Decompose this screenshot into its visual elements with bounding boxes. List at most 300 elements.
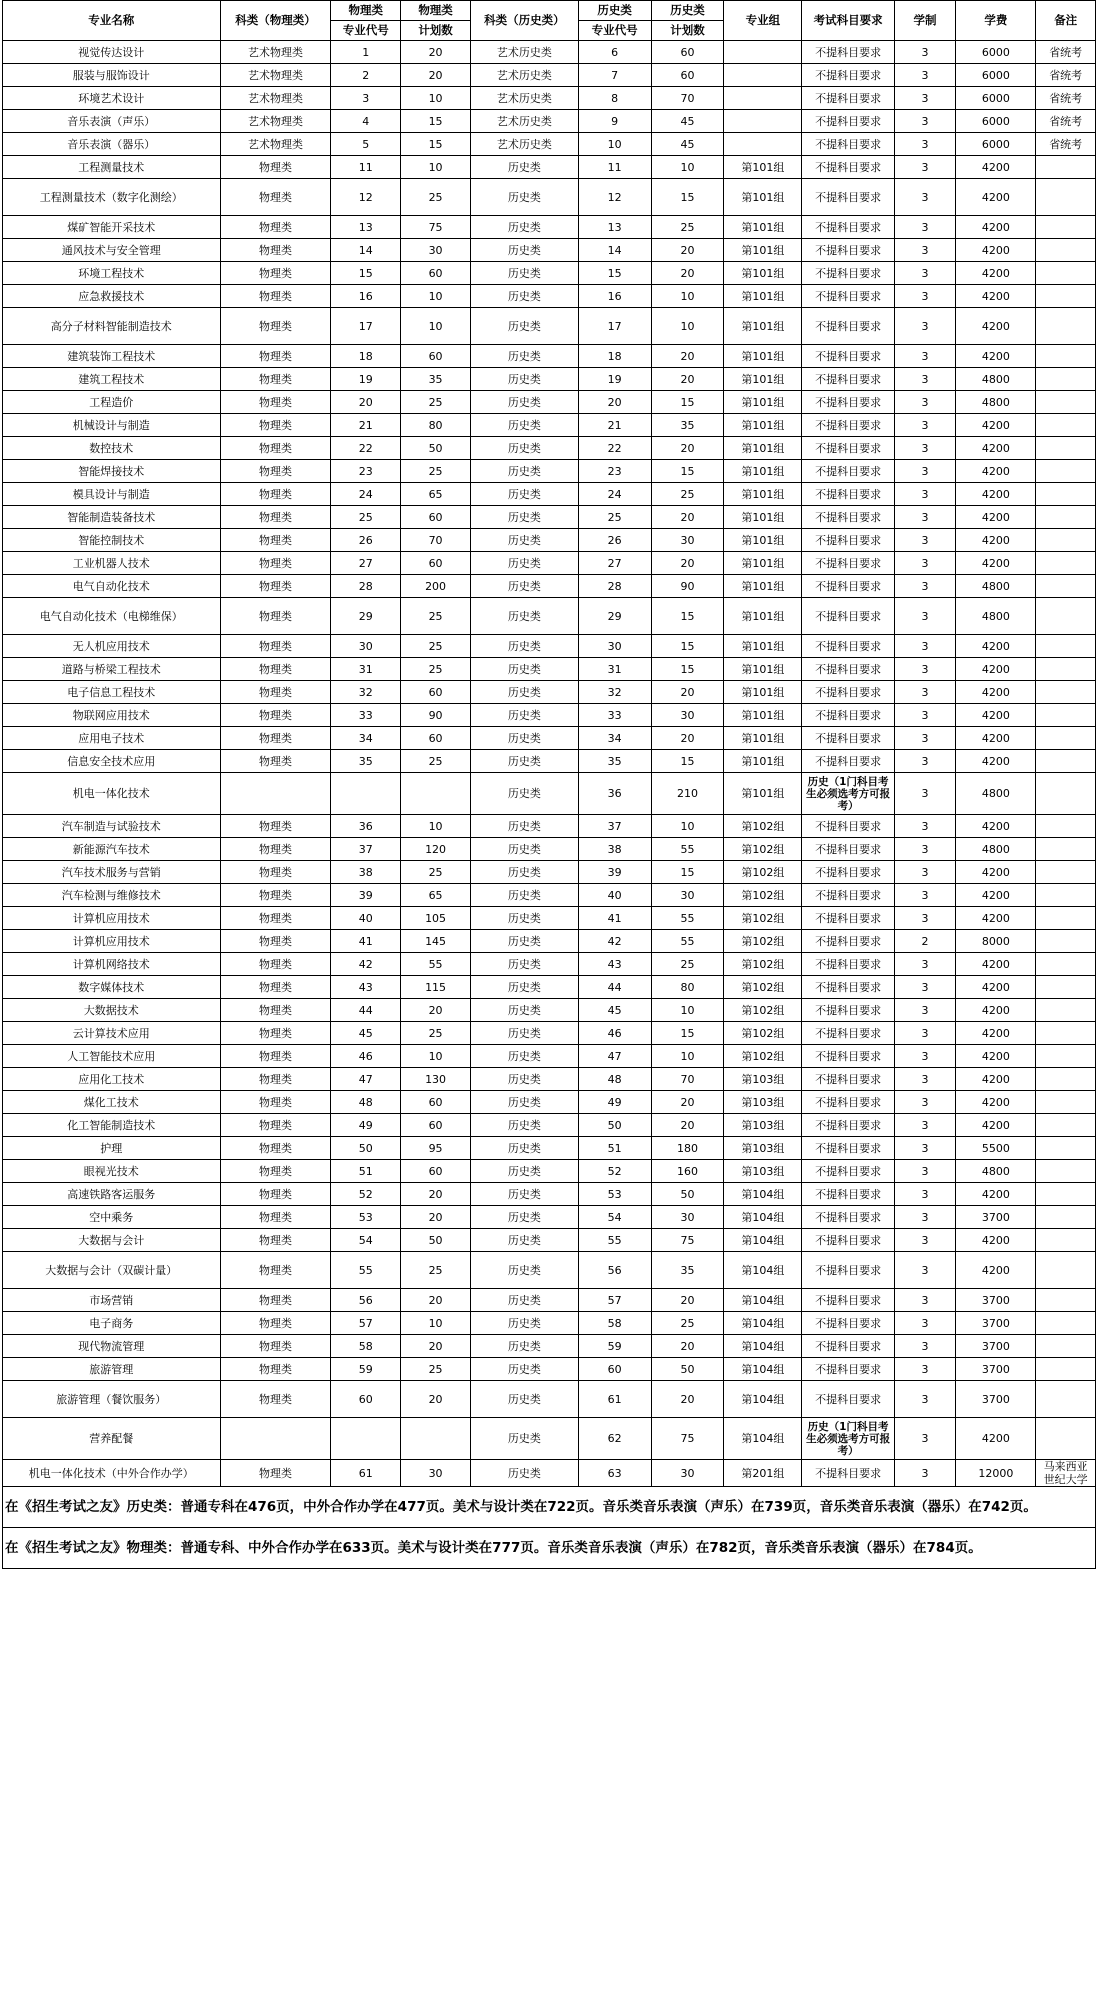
table-cell: 4800 bbox=[956, 773, 1036, 815]
table-cell bbox=[1036, 1312, 1096, 1335]
table-cell: 第101组 bbox=[724, 239, 802, 262]
table-cell: 汽车技术服务与营销 bbox=[3, 861, 221, 884]
table-cell: 第101组 bbox=[724, 483, 802, 506]
table-row bbox=[3, 133, 1096, 156]
table-cell: 10 bbox=[401, 285, 471, 308]
table-cell: 3 bbox=[894, 815, 956, 838]
table-cell bbox=[1036, 635, 1096, 658]
table-cell bbox=[1036, 1160, 1096, 1183]
table-cell bbox=[220, 773, 331, 815]
table-row bbox=[3, 1358, 1096, 1381]
table-cell bbox=[1036, 1252, 1096, 1289]
table-cell: 煤化工技术 bbox=[3, 1091, 221, 1114]
table-cell: 3 bbox=[894, 1022, 956, 1045]
table-cell bbox=[1036, 773, 1096, 815]
table-cell: 25 bbox=[578, 506, 651, 529]
table-cell: 3 bbox=[894, 1091, 956, 1114]
table-cell: 4200 bbox=[956, 1091, 1036, 1114]
table-cell: 不提科目要求 bbox=[802, 133, 894, 156]
table-cell: 物理类 bbox=[220, 262, 331, 285]
table-cell: 6000 bbox=[956, 64, 1036, 87]
table-cell: 历史类 bbox=[470, 884, 578, 907]
table-cell: 6000 bbox=[956, 133, 1036, 156]
table-cell: 物理类 bbox=[220, 414, 331, 437]
table-cell: 第104组 bbox=[724, 1183, 802, 1206]
table-cell: 25 bbox=[401, 391, 471, 414]
table-cell: 25 bbox=[651, 216, 724, 239]
table-row bbox=[3, 262, 1096, 285]
table-cell bbox=[1036, 575, 1096, 598]
table-cell: 汽车制造与试验技术 bbox=[3, 815, 221, 838]
table-cell: 不提科目要求 bbox=[802, 483, 894, 506]
table-cell: 44 bbox=[331, 999, 401, 1022]
table-cell: 4200 bbox=[956, 262, 1036, 285]
table-cell: 10 bbox=[651, 815, 724, 838]
table-cell: 95 bbox=[401, 1137, 471, 1160]
table-cell: 20 bbox=[651, 239, 724, 262]
table-cell: 1 bbox=[331, 41, 401, 64]
table-cell: 50 bbox=[651, 1358, 724, 1381]
table-cell: 38 bbox=[331, 861, 401, 884]
table-cell: 第101组 bbox=[724, 308, 802, 345]
table-cell: 护理 bbox=[3, 1137, 221, 1160]
table-cell: 第104组 bbox=[724, 1335, 802, 1358]
table-cell: 30 bbox=[651, 1460, 724, 1487]
table-cell: 45 bbox=[578, 999, 651, 1022]
table-cell: 10 bbox=[401, 156, 471, 179]
table-cell: 历史类 bbox=[470, 1312, 578, 1335]
table-cell: 化工智能制造技术 bbox=[3, 1114, 221, 1137]
table-cell: 不提科目要求 bbox=[802, 156, 894, 179]
table-row bbox=[3, 635, 1096, 658]
table-cell: 历史类 bbox=[470, 1418, 578, 1460]
table-cell: 80 bbox=[401, 414, 471, 437]
table-row bbox=[3, 414, 1096, 437]
table-cell: 智能焊接技术 bbox=[3, 460, 221, 483]
table-cell: 3 bbox=[894, 575, 956, 598]
table-cell: 39 bbox=[331, 884, 401, 907]
table-cell: 4200 bbox=[956, 308, 1036, 345]
table-cell: 第103组 bbox=[724, 1137, 802, 1160]
table-cell: 50 bbox=[651, 1183, 724, 1206]
table-cell: 旅游管理（餐饮服务） bbox=[3, 1381, 221, 1418]
table-cell bbox=[1036, 239, 1096, 262]
table-cell: 机电一体化技术（中外合作办学） bbox=[3, 1460, 221, 1487]
table-cell: 35 bbox=[651, 414, 724, 437]
table-cell: 30 bbox=[651, 1206, 724, 1229]
table-cell bbox=[1036, 861, 1096, 884]
table-cell: 不提科目要求 bbox=[802, 1229, 894, 1252]
table-cell: 3 bbox=[894, 262, 956, 285]
table-cell: 10 bbox=[651, 999, 724, 1022]
table-cell: 37 bbox=[331, 838, 401, 861]
table-cell: 63 bbox=[578, 1460, 651, 1487]
header-req: 考试科目要求 bbox=[802, 1, 894, 41]
table-cell: 历史类 bbox=[470, 506, 578, 529]
table-cell: 32 bbox=[578, 681, 651, 704]
table-cell: 3 bbox=[894, 861, 956, 884]
table-cell: 4200 bbox=[956, 976, 1036, 999]
table-cell: 3 bbox=[894, 368, 956, 391]
table-cell: 音乐表演（器乐） bbox=[3, 133, 221, 156]
table-cell: 10 bbox=[578, 133, 651, 156]
table-row bbox=[3, 953, 1096, 976]
table-cell: 3 bbox=[894, 239, 956, 262]
table-cell: 10 bbox=[401, 1312, 471, 1335]
table-cell: 3 bbox=[894, 1137, 956, 1160]
table-cell: 3 bbox=[894, 391, 956, 414]
table-cell: 4200 bbox=[956, 216, 1036, 239]
table-cell: 25 bbox=[401, 658, 471, 681]
table-cell: 第101组 bbox=[724, 635, 802, 658]
table-cell: 20 bbox=[651, 552, 724, 575]
table-cell: 历史类 bbox=[470, 999, 578, 1022]
table-cell: 第101组 bbox=[724, 506, 802, 529]
table-cell: 25 bbox=[401, 750, 471, 773]
table-cell: 物理类 bbox=[220, 308, 331, 345]
table-cell bbox=[1036, 727, 1096, 750]
table-cell bbox=[1036, 681, 1096, 704]
table-cell: 52 bbox=[578, 1160, 651, 1183]
table-cell: 物理类 bbox=[220, 1068, 331, 1091]
table-cell bbox=[1036, 391, 1096, 414]
table-cell: 10 bbox=[401, 1045, 471, 1068]
table-cell: 第101组 bbox=[724, 285, 802, 308]
table-cell bbox=[724, 87, 802, 110]
table-cell: 省统考 bbox=[1036, 87, 1096, 110]
table-cell: 23 bbox=[578, 460, 651, 483]
table-cell: 20 bbox=[401, 1289, 471, 1312]
table-cell: 60 bbox=[401, 727, 471, 750]
table-cell: 21 bbox=[578, 414, 651, 437]
table-cell: 第101组 bbox=[724, 529, 802, 552]
table-cell bbox=[1036, 1068, 1096, 1091]
table-cell: 34 bbox=[578, 727, 651, 750]
table-cell: 历史类 bbox=[470, 368, 578, 391]
table-cell: 第101组 bbox=[724, 391, 802, 414]
table-cell: 65 bbox=[401, 483, 471, 506]
table-cell: 不提科目要求 bbox=[802, 368, 894, 391]
table-cell bbox=[1036, 529, 1096, 552]
table-cell: 3 bbox=[894, 87, 956, 110]
table-cell: 3 bbox=[894, 1289, 956, 1312]
table-cell: 道路与桥梁工程技术 bbox=[3, 658, 221, 681]
table-cell: 历史类 bbox=[470, 750, 578, 773]
header-years: 学制 bbox=[894, 1, 956, 41]
table-cell: 3 bbox=[894, 884, 956, 907]
table-row bbox=[3, 704, 1096, 727]
table-row bbox=[3, 1335, 1096, 1358]
table-cell: 35 bbox=[401, 368, 471, 391]
table-cell: 4200 bbox=[956, 1045, 1036, 1068]
table-cell: 210 bbox=[651, 773, 724, 815]
table-cell: 不提科目要求 bbox=[802, 437, 894, 460]
table-cell: 历史类 bbox=[470, 216, 578, 239]
table-cell: 大数据技术 bbox=[3, 999, 221, 1022]
table-row bbox=[3, 552, 1096, 575]
table-cell: 环境工程技术 bbox=[3, 262, 221, 285]
table-cell: 历史类 bbox=[470, 1460, 578, 1487]
table-cell: 90 bbox=[651, 575, 724, 598]
table-row bbox=[3, 930, 1096, 953]
header-phys-code: 专业代号 bbox=[331, 21, 401, 41]
table-cell: 70 bbox=[401, 529, 471, 552]
table-cell: 第102组 bbox=[724, 884, 802, 907]
table-cell: 22 bbox=[578, 437, 651, 460]
table-cell: 8000 bbox=[956, 930, 1036, 953]
table-cell: 105 bbox=[401, 907, 471, 930]
table-cell: 历史类 bbox=[470, 1160, 578, 1183]
table-cell: 4200 bbox=[956, 1068, 1036, 1091]
table-cell: 第102组 bbox=[724, 930, 802, 953]
table-cell: 不提科目要求 bbox=[802, 460, 894, 483]
table-cell: 第104组 bbox=[724, 1229, 802, 1252]
table-cell: 7 bbox=[578, 64, 651, 87]
table-cell: 15 bbox=[578, 262, 651, 285]
table-cell: 不提科目要求 bbox=[802, 285, 894, 308]
table-cell: 25 bbox=[401, 1358, 471, 1381]
table-row bbox=[3, 1229, 1096, 1252]
table-cell: 历史类 bbox=[470, 552, 578, 575]
table-cell: 60 bbox=[651, 41, 724, 64]
table-cell: 机械设计与制造 bbox=[3, 414, 221, 437]
table-cell: 20 bbox=[651, 1114, 724, 1137]
table-cell: 第102组 bbox=[724, 1045, 802, 1068]
table-cell: 15 bbox=[651, 179, 724, 216]
table-cell: 36 bbox=[331, 815, 401, 838]
table-cell: 历史类 bbox=[470, 1045, 578, 1068]
table-cell: 不提科目要求 bbox=[802, 999, 894, 1022]
table-cell: 39 bbox=[578, 861, 651, 884]
table-cell: 物理类 bbox=[220, 861, 331, 884]
table-cell: 11 bbox=[578, 156, 651, 179]
table-cell: 75 bbox=[651, 1418, 724, 1460]
table-cell: 61 bbox=[331, 1460, 401, 1487]
table-row bbox=[3, 460, 1096, 483]
table-cell: 物理类 bbox=[220, 1252, 331, 1289]
table-row bbox=[3, 1091, 1096, 1114]
table-cell: 物理类 bbox=[220, 930, 331, 953]
table-row bbox=[3, 727, 1096, 750]
table-cell bbox=[1036, 976, 1096, 999]
table-cell: 4200 bbox=[956, 681, 1036, 704]
table-cell: 16 bbox=[331, 285, 401, 308]
table-cell: 48 bbox=[331, 1091, 401, 1114]
table-cell bbox=[401, 1418, 471, 1460]
table-cell: 3 bbox=[894, 414, 956, 437]
table-cell: 6000 bbox=[956, 87, 1036, 110]
table-cell: 通风技术与安全管理 bbox=[3, 239, 221, 262]
table-cell: 物理类 bbox=[220, 953, 331, 976]
table-cell: 50 bbox=[578, 1114, 651, 1137]
table-cell: 3 bbox=[894, 1460, 956, 1487]
table-cell: 25 bbox=[401, 179, 471, 216]
table-cell: 历史类 bbox=[470, 1335, 578, 1358]
table-cell: 70 bbox=[651, 1068, 724, 1091]
table-row bbox=[3, 838, 1096, 861]
table-cell: 省统考 bbox=[1036, 110, 1096, 133]
table-cell bbox=[1036, 1137, 1096, 1160]
table-cell: 旅游管理 bbox=[3, 1358, 221, 1381]
table-cell: 8 bbox=[578, 87, 651, 110]
table-cell: 历史类 bbox=[470, 156, 578, 179]
table-cell: 20 bbox=[401, 999, 471, 1022]
table-cell: 物理类 bbox=[220, 1381, 331, 1418]
table-row bbox=[3, 1252, 1096, 1289]
table-cell: 第103组 bbox=[724, 1091, 802, 1114]
table-cell: 不提科目要求 bbox=[802, 681, 894, 704]
table-cell: 物理类 bbox=[220, 681, 331, 704]
table-cell: 40 bbox=[331, 907, 401, 930]
table-cell: 20 bbox=[401, 41, 471, 64]
table-cell: 3 bbox=[331, 87, 401, 110]
table-cell: 20 bbox=[651, 506, 724, 529]
table-cell: 第101组 bbox=[724, 598, 802, 635]
table-cell: 历史类 bbox=[470, 529, 578, 552]
table-cell: 4200 bbox=[956, 1252, 1036, 1289]
table-cell: 15 bbox=[651, 750, 724, 773]
table-cell: 电气自动化技术（电梯维保） bbox=[3, 598, 221, 635]
table-cell: 59 bbox=[331, 1358, 401, 1381]
table-row bbox=[3, 483, 1096, 506]
table-cell: 3 bbox=[894, 598, 956, 635]
table-cell: 10 bbox=[651, 285, 724, 308]
table-cell: 17 bbox=[578, 308, 651, 345]
table-cell: 20 bbox=[401, 64, 471, 87]
table-cell: 4200 bbox=[956, 999, 1036, 1022]
table-cell: 不提科目要求 bbox=[802, 598, 894, 635]
table-cell: 不提科目要求 bbox=[802, 1091, 894, 1114]
footer-history-note: 在《招生考试之友》历史类：普通专科在476页，中外合作办学在477页。美术与设计类在722页。音乐类音乐表演（声乐）在739页，音乐类音乐表演（器乐）在742页。 bbox=[3, 1487, 1096, 1528]
table-row bbox=[3, 1206, 1096, 1229]
table-cell: 34 bbox=[331, 727, 401, 750]
table-cell: 第102组 bbox=[724, 999, 802, 1022]
table-cell: 电子信息工程技术 bbox=[3, 681, 221, 704]
table-cell: 历史类 bbox=[470, 414, 578, 437]
table-cell: 第104组 bbox=[724, 1358, 802, 1381]
table-cell: 52 bbox=[331, 1183, 401, 1206]
table-cell bbox=[1036, 308, 1096, 345]
table-cell: 历史类 bbox=[470, 437, 578, 460]
table-cell: 25 bbox=[401, 1022, 471, 1045]
table-cell: 70 bbox=[651, 87, 724, 110]
table-cell: 艺术历史类 bbox=[470, 87, 578, 110]
table-cell: 不提科目要求 bbox=[802, 110, 894, 133]
table-cell: 物理类 bbox=[220, 483, 331, 506]
table-cell: 不提科目要求 bbox=[802, 1022, 894, 1045]
table-row bbox=[3, 861, 1096, 884]
table-cell: 20 bbox=[651, 345, 724, 368]
table-cell: 历史类 bbox=[470, 598, 578, 635]
header-major: 专业名称 bbox=[3, 1, 221, 41]
table-cell: 3 bbox=[894, 437, 956, 460]
table-cell bbox=[1036, 285, 1096, 308]
table-cell: 4200 bbox=[956, 1418, 1036, 1460]
table-cell: 3 bbox=[894, 1358, 956, 1381]
table-cell: 4200 bbox=[956, 750, 1036, 773]
table-cell: 24 bbox=[578, 483, 651, 506]
table-cell: 28 bbox=[578, 575, 651, 598]
table-cell: 55 bbox=[651, 838, 724, 861]
table-row bbox=[3, 1137, 1096, 1160]
table-cell: 不提科目要求 bbox=[802, 262, 894, 285]
table-cell: 26 bbox=[578, 529, 651, 552]
table-cell: 20 bbox=[331, 391, 401, 414]
table-cell: 33 bbox=[578, 704, 651, 727]
table-cell: 5 bbox=[331, 133, 401, 156]
table-cell: 54 bbox=[331, 1229, 401, 1252]
table-cell bbox=[1036, 156, 1096, 179]
table-cell bbox=[724, 133, 802, 156]
table-cell: 47 bbox=[331, 1068, 401, 1091]
table-cell: 物理类 bbox=[220, 156, 331, 179]
table-row bbox=[3, 64, 1096, 87]
table-cell: 历史类 bbox=[470, 930, 578, 953]
table-cell bbox=[1036, 953, 1096, 976]
table-cell: 物理类 bbox=[220, 552, 331, 575]
header-phys-plan-top: 物理类 bbox=[401, 1, 471, 21]
table-cell: 115 bbox=[401, 976, 471, 999]
table-cell: 省统考 bbox=[1036, 133, 1096, 156]
table-cell: 物理类 bbox=[220, 976, 331, 999]
table-cell: 3700 bbox=[956, 1381, 1036, 1418]
table-cell: 75 bbox=[651, 1229, 724, 1252]
table-cell bbox=[1036, 216, 1096, 239]
table-cell: 空中乘务 bbox=[3, 1206, 221, 1229]
table-cell: 无人机应用技术 bbox=[3, 635, 221, 658]
table-cell: 3 bbox=[894, 704, 956, 727]
table-cell: 历史类 bbox=[470, 976, 578, 999]
table-cell: 工程测量技术（数字化测绘） bbox=[3, 179, 221, 216]
table-cell: 历史类 bbox=[470, 483, 578, 506]
table-cell bbox=[331, 1418, 401, 1460]
table-cell: 48 bbox=[578, 1068, 651, 1091]
table-row bbox=[3, 391, 1096, 414]
table-cell: 3 bbox=[894, 156, 956, 179]
table-cell bbox=[1036, 658, 1096, 681]
table-cell: 历史类 bbox=[470, 1381, 578, 1418]
table-cell: 第104组 bbox=[724, 1252, 802, 1289]
table-cell: 10 bbox=[401, 308, 471, 345]
table-cell: 物理类 bbox=[220, 598, 331, 635]
table-cell: 不提科目要求 bbox=[802, 1183, 894, 1206]
table-cell: 物理类 bbox=[220, 437, 331, 460]
enrollment-plan-table bbox=[2, 0, 1096, 1569]
table-cell: 3 bbox=[894, 552, 956, 575]
table-cell: 人工智能技术应用 bbox=[3, 1045, 221, 1068]
table-cell: 第101组 bbox=[724, 460, 802, 483]
table-cell: 14 bbox=[578, 239, 651, 262]
table-row bbox=[3, 999, 1096, 1022]
table-cell: 历史类 bbox=[470, 179, 578, 216]
table-cell: 20 bbox=[401, 1335, 471, 1358]
table-cell: 50 bbox=[401, 1229, 471, 1252]
table-cell: 20 bbox=[578, 391, 651, 414]
table-cell bbox=[1036, 838, 1096, 861]
table-row bbox=[3, 1418, 1096, 1460]
table-cell: 3 bbox=[894, 907, 956, 930]
table-cell: 30 bbox=[578, 635, 651, 658]
table-cell: 4200 bbox=[956, 1022, 1036, 1045]
table-cell: 计算机应用技术 bbox=[3, 907, 221, 930]
table-cell: 3 bbox=[894, 483, 956, 506]
table-cell: 19 bbox=[331, 368, 401, 391]
table-cell: 3 bbox=[894, 216, 956, 239]
header-hist-cat: 科类（历史类） bbox=[470, 1, 578, 41]
table-cell: 历史类 bbox=[470, 345, 578, 368]
table-cell: 物理类 bbox=[220, 907, 331, 930]
table-cell: 40 bbox=[578, 884, 651, 907]
